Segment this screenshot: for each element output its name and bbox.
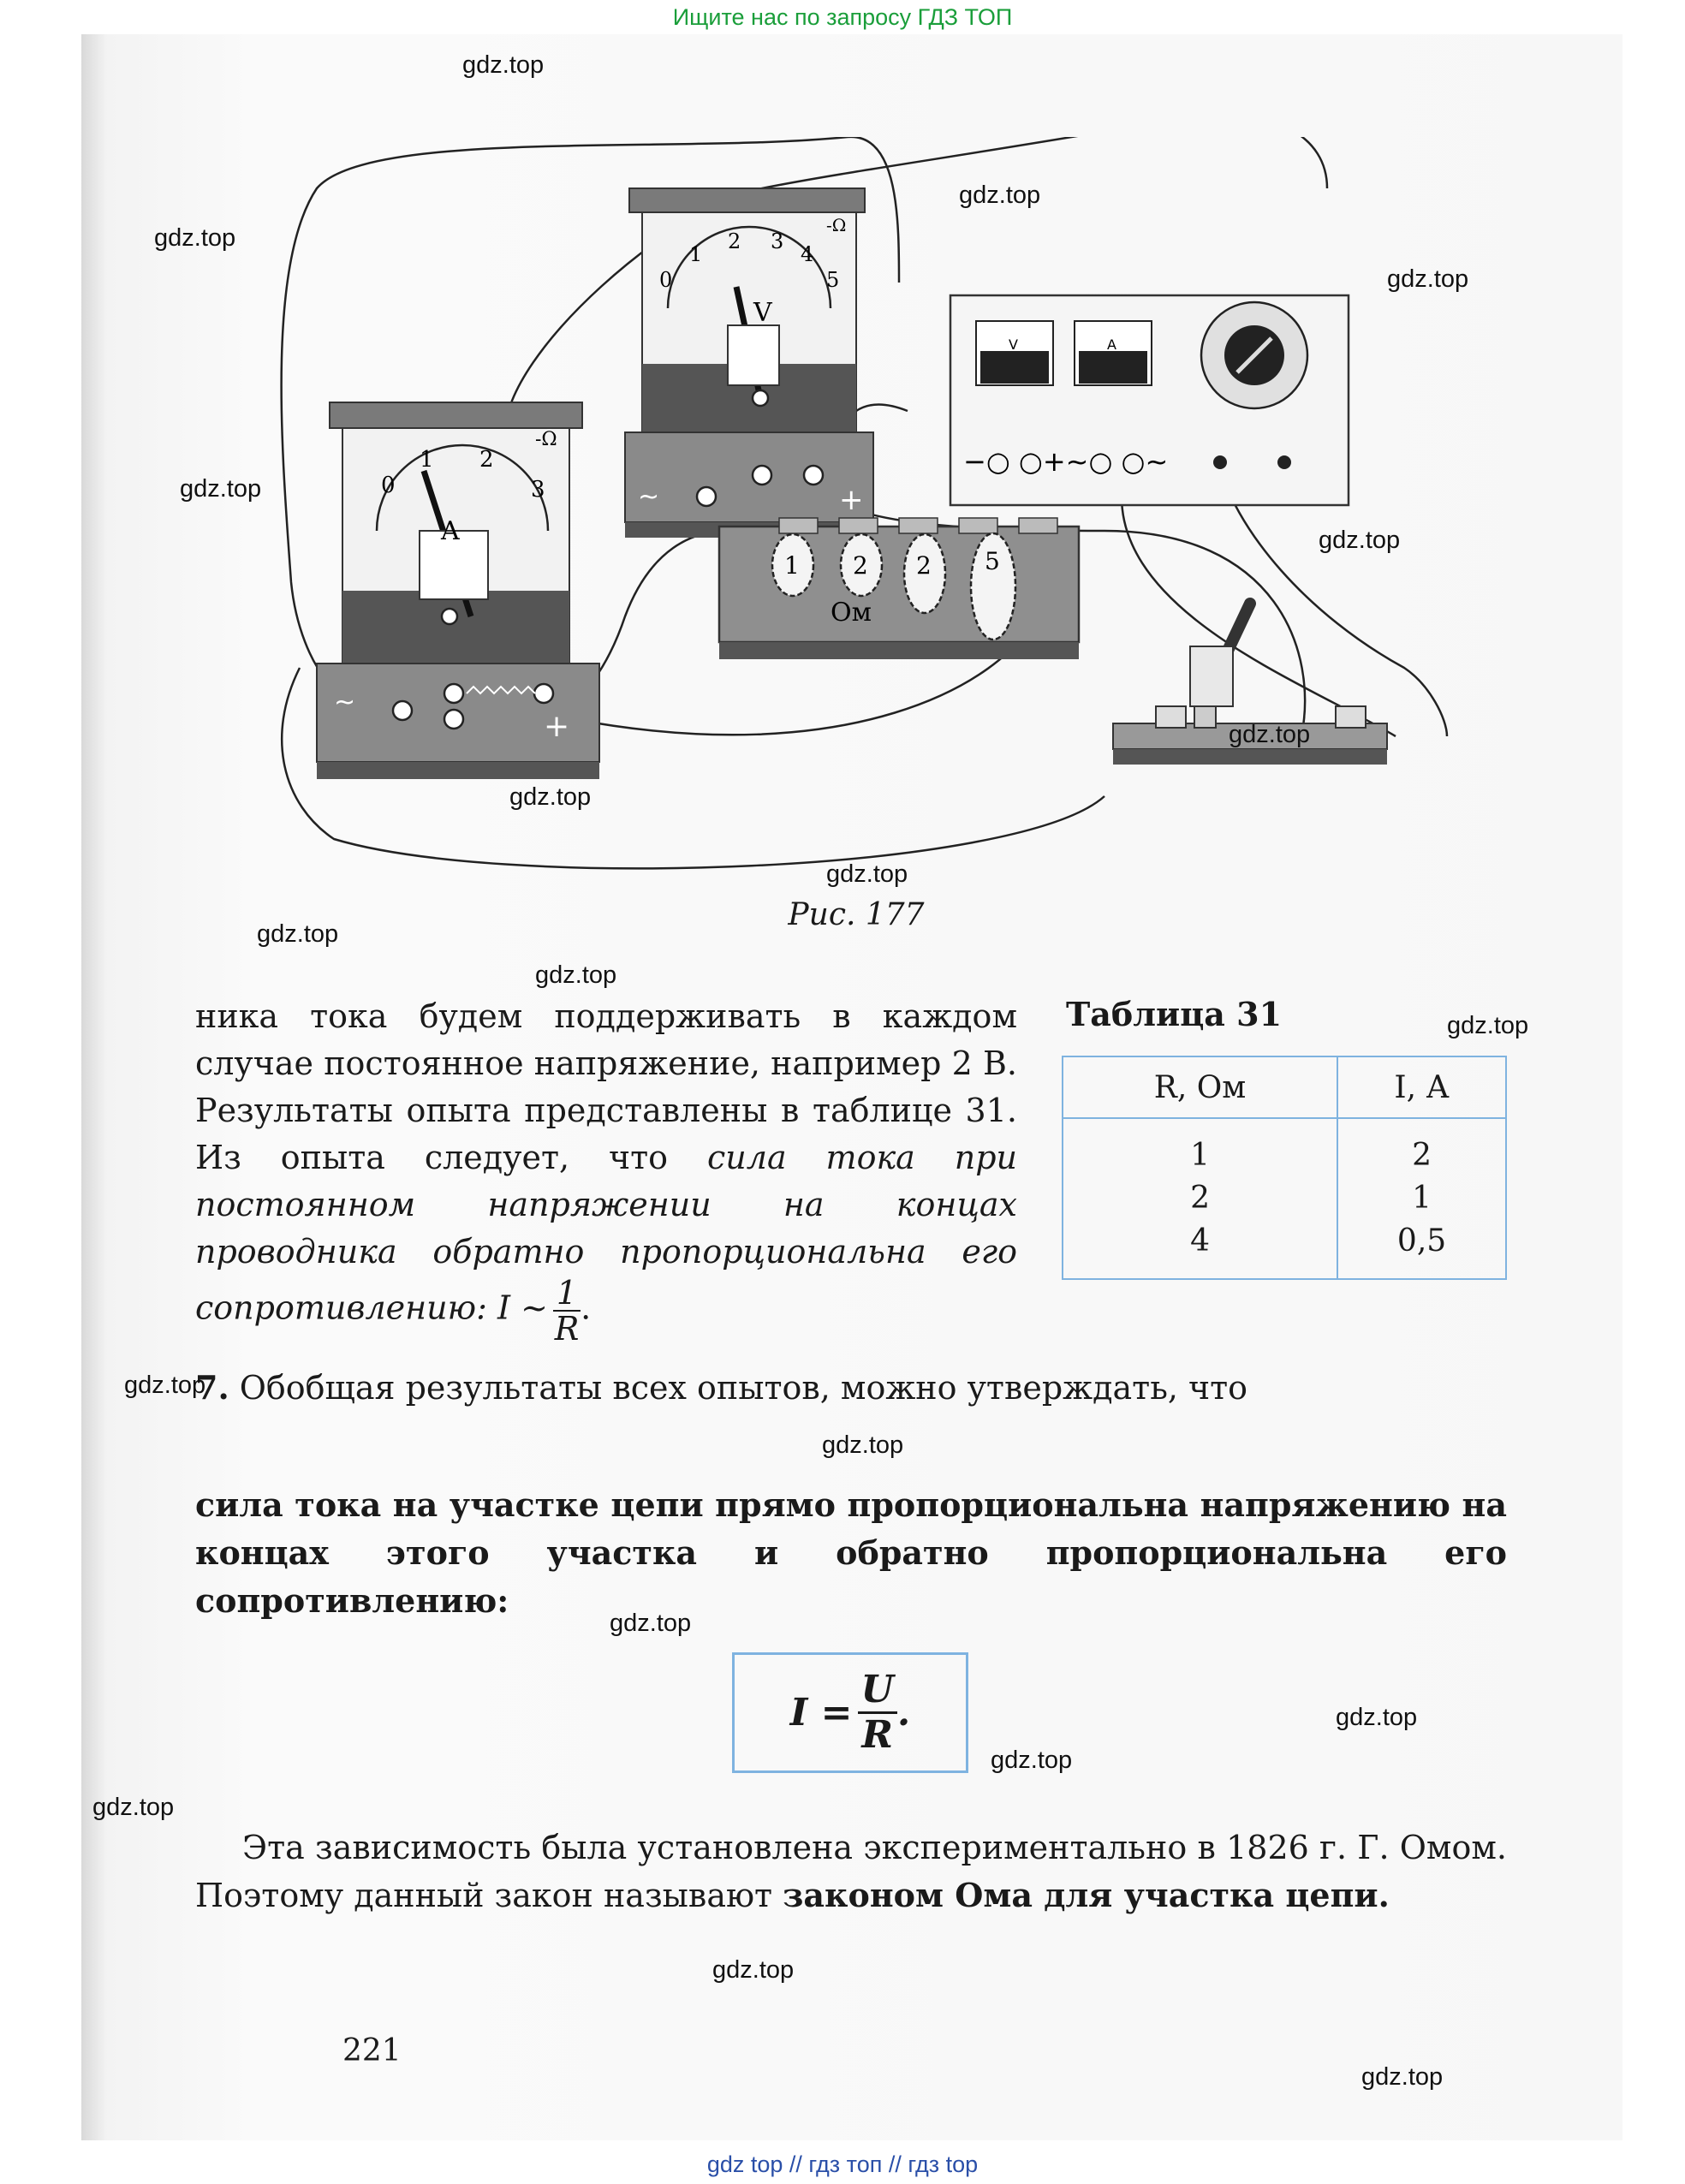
watermark[interactable]: gdz.top: [959, 182, 1041, 209]
watermark[interactable]: gdz.top: [712, 1956, 795, 1984]
watermark[interactable]: gdz.top: [826, 860, 908, 888]
watermark[interactable]: gdz.top: [610, 1610, 692, 1637]
ohm-law-statement: сила тока на участке цепи прямо пропорциональна напряжению на концах этого участка и обратно пропорциональна его сопротивлению:: [195, 1485, 1507, 1620]
ammeter-scale-3: 3: [531, 477, 545, 503]
table-title: Таблица 31: [1066, 995, 1283, 1033]
point-7: [195, 1366, 1507, 1410]
ohm-law-formula: [732, 1652, 968, 1773]
watermark[interactable]: gdz.top: [462, 51, 545, 79]
watermark[interactable]: gdz.top: [154, 224, 236, 252]
watermark[interactable]: gdz.top: [1361, 2063, 1444, 2091]
voltmeter-terminal-plus: +: [839, 483, 864, 517]
table-row: [1063, 1118, 1506, 1177]
table-row: [1063, 1177, 1506, 1220]
power-terminals: −○ ○+~○ ○~: [963, 445, 1169, 478]
power-meter-v: V: [1009, 336, 1018, 353]
voltmeter-scale-1: 1: [689, 242, 703, 266]
figure-caption: Рис. 177: [788, 897, 925, 932]
resistor-box: [719, 518, 1079, 659]
ammeter-terminal-ac: ~: [334, 687, 356, 717]
formula-inline-end: .: [581, 1288, 592, 1327]
power-supply: [950, 295, 1349, 505]
resistor-value-3: 2: [916, 551, 932, 580]
formula-inline-den: R: [554, 1310, 580, 1348]
table-cell: 2: [1063, 1177, 1337, 1220]
watermark[interactable]: gdz.top: [92, 1794, 175, 1821]
watermark[interactable]: gdz.top: [1336, 1704, 1418, 1731]
resistor-value-2: 2: [853, 551, 868, 580]
formula-inline-num: 1: [553, 1276, 581, 1312]
watermark[interactable]: gdz.top: [822, 1431, 904, 1459]
table-row: [1063, 1220, 1506, 1279]
watermark[interactable]: gdz.top: [257, 920, 339, 948]
ammeter-terminal-plus: +: [544, 709, 570, 744]
watermark[interactable]: gdz.top: [991, 1747, 1073, 1774]
voltmeter-terminal-ac: ~: [638, 482, 660, 512]
resistor-value-4: 5: [985, 547, 1000, 575]
history-paragraph: [195, 1824, 1507, 1919]
paragraph-left: [195, 993, 1017, 1346]
voltmeter: [625, 188, 873, 538]
watermark[interactable]: gdz.top: [509, 783, 592, 811]
voltmeter-scale-2: 2: [728, 229, 741, 253]
watermark[interactable]: gdz.top: [124, 1372, 206, 1399]
formula-den: R: [861, 1713, 893, 1757]
point-7-number: 7.: [195, 1368, 229, 1407]
table-cell: 1: [1337, 1177, 1506, 1220]
ammeter-scale-1: 1: [420, 447, 434, 473]
table-cell: 4: [1063, 1220, 1337, 1279]
table-header-i: I, А: [1337, 1056, 1506, 1118]
watermark[interactable]: gdz.top: [1229, 721, 1311, 748]
watermark[interactable]: gdz.top: [1387, 265, 1469, 293]
resistor-unit: Ом: [831, 598, 872, 628]
paragraph-left-plain: ника тока будем поддерживать в каждом случае постоянное напряжение, например 2 В. Результаты опыта представлены в таблице 31. Из опыта следует, что: [195, 997, 1017, 1176]
bottom-banner[interactable]: gdz top // гдз топ // гдз top: [0, 2145, 1685, 2184]
history-plain: Эта зависимость была установлена экспериментально в 1826 г. Г. Омом. Поэтому данный закон называют: [195, 1829, 1507, 1914]
table-31: [1062, 1056, 1507, 1280]
ammeter-scale-2: 2: [479, 447, 494, 473]
formula-lhs: I =: [789, 1691, 853, 1735]
voltmeter-scale-3: 3: [771, 229, 784, 253]
watermark[interactable]: gdz.top: [180, 475, 262, 503]
point-7-text: Обобщая результаты всех опытов, можно утверждать, что: [229, 1369, 1248, 1407]
voltmeter-letter: V: [753, 298, 772, 328]
resistor-value-1: 1: [784, 551, 800, 580]
voltmeter-scale-5: 5: [826, 268, 840, 292]
formula-num: U: [858, 1669, 897, 1714]
page-number: 221: [342, 2033, 402, 2068]
watermark[interactable]: gdz.top: [1319, 527, 1401, 554]
ammeter-mark: -Ω: [535, 429, 557, 450]
watermark[interactable]: gdz.top: [1447, 1012, 1529, 1039]
table-cell: 0,5: [1337, 1220, 1506, 1279]
ammeter-letter: A: [441, 516, 460, 546]
table-cell: 2: [1337, 1118, 1506, 1177]
paragraph-left-italic: сила тока при постоянном напряжении на концах проводника обратно пропорциональна его сопротивлению:: [195, 1139, 1017, 1327]
formula-inline-lhs: I ~: [497, 1288, 548, 1327]
formula-inline-fraction: [553, 1276, 581, 1346]
voltmeter-mark: -Ω: [826, 215, 847, 235]
top-banner[interactable]: Ищите нас по запросу ГДЗ ТОП: [0, 0, 1685, 34]
table-header-r: R, Ом: [1063, 1056, 1337, 1118]
circuit-figure: [248, 137, 1515, 890]
formula-end: .: [896, 1691, 911, 1735]
table-cell: 1: [1063, 1118, 1337, 1177]
power-meter-a: A: [1107, 336, 1116, 353]
history-bold: законом Ома для участка цепи.: [783, 1876, 1390, 1914]
ammeter: [317, 402, 599, 779]
voltmeter-scale-4: 4: [801, 242, 814, 266]
watermark[interactable]: gdz.top: [535, 961, 617, 989]
formula-fraction: [858, 1669, 897, 1757]
ammeter-scale-0: 0: [381, 473, 396, 498]
voltmeter-scale-0: 0: [659, 268, 673, 292]
